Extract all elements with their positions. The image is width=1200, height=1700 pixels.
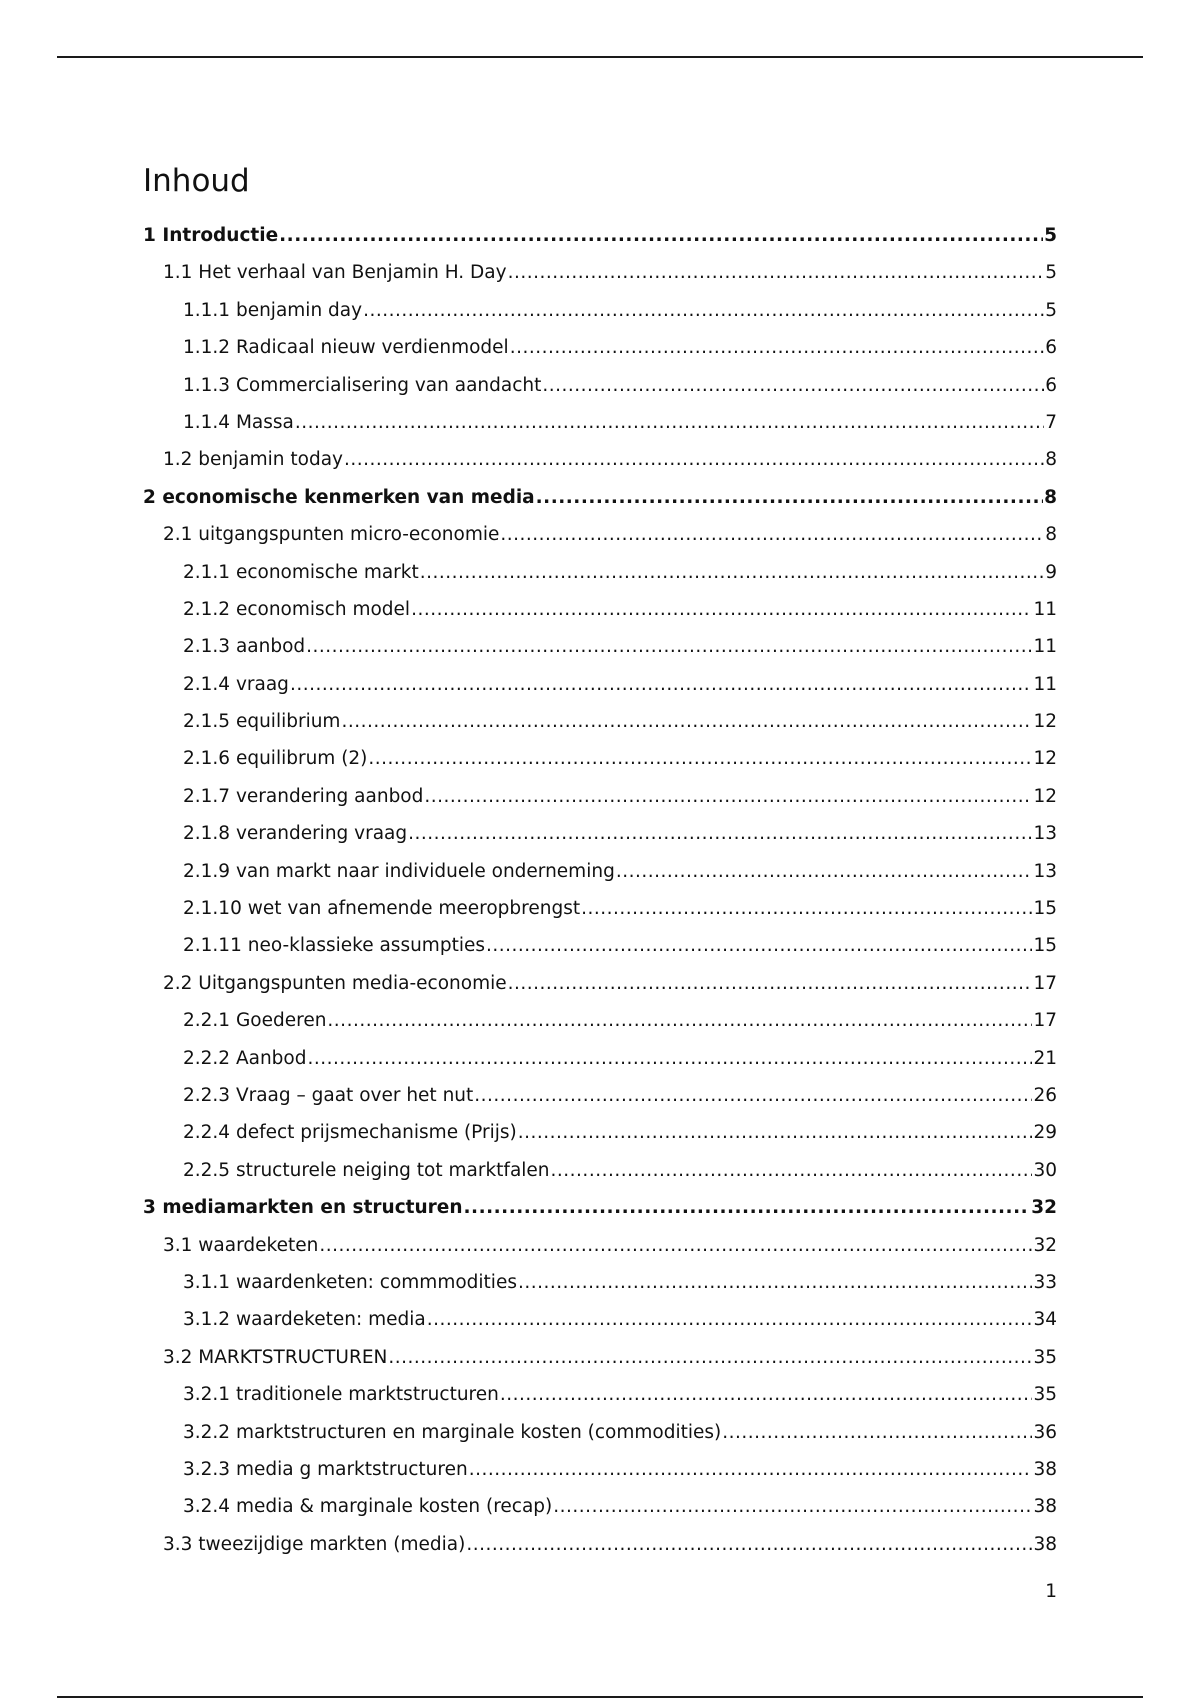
toc-entry-label: 3.2 MARKTSTRUCTUREN — [163, 1346, 388, 1368]
page-number: 1 — [1045, 1581, 1057, 1602]
toc-entry[interactable] — [143, 965, 1057, 1002]
toc-dot-leader — [469, 1451, 1033, 1488]
toc-entry-page: 5 — [1044, 225, 1057, 246]
toc-entry-page: 35 — [1033, 1384, 1057, 1406]
toc-entry[interactable] — [143, 740, 1057, 777]
toc-entry-page: 5 — [1045, 299, 1057, 321]
toc-entry-page: 32 — [1033, 1234, 1057, 1256]
toc-entry[interactable] — [143, 1002, 1057, 1039]
toc-entry-label: 2.1.1 economische markt — [183, 561, 419, 583]
toc-entry[interactable] — [143, 890, 1057, 927]
toc-entry-page: 34 — [1033, 1309, 1057, 1331]
toc-entry-page: 6 — [1045, 337, 1057, 359]
toc-entry-page: 8 — [1044, 486, 1057, 508]
toc-entry-page: 17 — [1033, 1010, 1057, 1032]
toc-entry-page: 13 — [1033, 860, 1057, 882]
toc-entry[interactable] — [143, 404, 1057, 441]
toc-entry[interactable] — [143, 1264, 1057, 1301]
toc-entry[interactable] — [143, 1040, 1057, 1077]
toc-entry[interactable] — [143, 217, 1057, 254]
toc-entry-page: 9 — [1045, 561, 1057, 583]
toc-dot-leader — [518, 1114, 1033, 1151]
toc-entry-label: 2.1.8 verandering vraag — [183, 823, 408, 845]
toc-entry[interactable] — [143, 778, 1057, 815]
toc-entry-page: 5 — [1045, 262, 1057, 284]
toc-dot-leader — [542, 367, 1044, 404]
toc-dot-leader — [327, 1002, 1032, 1039]
toc-entry-label: 2.1 uitgangspunten micro-economie — [163, 524, 500, 546]
toc-dot-leader — [344, 441, 1044, 478]
toc-dot-leader — [474, 1077, 1032, 1114]
toc-entry-label: 3.1 waardeketen — [163, 1234, 319, 1256]
toc-dot-leader — [466, 1526, 1032, 1563]
toc-entry-label: 2.1.7 verandering aanbod — [183, 785, 424, 807]
toc-entry[interactable] — [143, 254, 1057, 291]
toc-dot-leader — [424, 778, 1032, 815]
toc-entry-page: 6 — [1045, 374, 1057, 396]
toc-entry[interactable] — [143, 1376, 1057, 1413]
toc-entry-label: 3.1.1 waardenketen: commmodities — [183, 1271, 517, 1293]
toc-entry-label: 2.1.3 aanbod — [183, 636, 306, 658]
toc-entry[interactable] — [143, 1077, 1057, 1114]
toc-entry[interactable] — [143, 927, 1057, 964]
toc-entry-label: 2.1.6 equilibrum (2) — [183, 748, 368, 770]
toc-entry[interactable] — [143, 441, 1057, 478]
toc-dot-leader — [551, 1152, 1033, 1189]
toc-dot-leader — [306, 628, 1032, 665]
toc-entry-label: 2.2.5 structurele neiging tot marktfalen — [183, 1159, 550, 1181]
toc-entry-label: 3.2.4 media & marginale kosten (recap) — [183, 1496, 553, 1518]
toc-entry-label: 1.1.1 benjamin day — [183, 299, 363, 321]
toc-entry[interactable] — [143, 1114, 1057, 1151]
toc-entry-label: 1 Introductie — [143, 225, 279, 246]
toc-dot-leader — [420, 554, 1044, 591]
toc-entry-page: 11 — [1033, 673, 1057, 695]
toc-dot-leader — [518, 1264, 1032, 1301]
table-of-contents — [143, 217, 1057, 1563]
toc-entry-page: 29 — [1033, 1122, 1057, 1144]
toc-entry-label: 2.2.3 Vraag – gaat over het nut — [183, 1084, 474, 1106]
toc-entry[interactable] — [143, 1414, 1057, 1451]
toc-heading: Inhoud — [143, 163, 250, 199]
toc-dot-leader — [553, 1488, 1032, 1525]
toc-dot-leader — [510, 329, 1045, 366]
toc-entry-label: 3.2.1 traditionele marktstructuren — [183, 1384, 499, 1406]
toc-entry-page: 13 — [1033, 823, 1057, 845]
toc-dot-leader — [363, 292, 1044, 329]
toc-entry-label: 3.2.3 media g marktstructuren — [183, 1458, 468, 1480]
toc-entry-page: 21 — [1033, 1047, 1057, 1069]
toc-entry-label: 2.2.1 Goederen — [183, 1010, 327, 1032]
toc-entry[interactable] — [143, 853, 1057, 890]
toc-entry-page: 11 — [1033, 636, 1057, 658]
toc-dot-leader — [581, 890, 1032, 927]
toc-dot-leader — [508, 254, 1045, 291]
toc-entry[interactable] — [143, 1227, 1057, 1264]
toc-entry[interactable] — [143, 292, 1057, 329]
toc-entry[interactable] — [143, 1526, 1057, 1563]
toc-dot-leader — [411, 591, 1032, 628]
toc-dot-leader — [279, 217, 1043, 254]
toc-entry-label: 2.1.5 equilibrium — [183, 711, 341, 733]
toc-entry[interactable] — [143, 329, 1057, 366]
toc-entry-page: 26 — [1033, 1084, 1057, 1106]
toc-entry[interactable] — [143, 815, 1057, 852]
toc-dot-leader — [536, 479, 1043, 516]
toc-dot-leader — [341, 703, 1032, 740]
toc-entry-page: 30 — [1033, 1159, 1057, 1181]
toc-entry-page: 12 — [1033, 748, 1057, 770]
footer-rule — [57, 1696, 1143, 1698]
toc-dot-leader — [500, 1376, 1033, 1413]
toc-entry[interactable] — [143, 1152, 1057, 1189]
toc-entry-page: 33 — [1033, 1271, 1057, 1293]
toc-entry-label: 3 mediamarkten en structuren — [143, 1197, 463, 1219]
toc-dot-leader — [368, 740, 1032, 777]
toc-entry-page: 38 — [1033, 1533, 1057, 1555]
toc-entry-label: 2.1.11 neo-klassieke assumpties — [183, 935, 485, 957]
toc-entry-label: 2.1.9 van markt naar individuele onderneming — [183, 860, 615, 882]
toc-entry[interactable] — [143, 554, 1057, 591]
toc-entry-page: 11 — [1033, 598, 1057, 620]
toc-dot-leader — [616, 853, 1033, 890]
toc-entry-page: 38 — [1033, 1496, 1057, 1518]
toc-entry[interactable] — [143, 666, 1057, 703]
toc-dot-leader — [319, 1227, 1032, 1264]
toc-entry-label: 2 economische kenmerken van media — [143, 486, 535, 508]
toc-entry-label: 3.2.2 marktstructuren en marginale kosten (commodities) — [183, 1421, 722, 1443]
toc-entry[interactable] — [143, 1451, 1057, 1488]
header-rule — [57, 56, 1143, 58]
toc-entry-label: 2.1.10 wet van afnemende meeropbrengst — [183, 898, 581, 920]
toc-entry-page: 36 — [1033, 1421, 1057, 1443]
toc-entry[interactable] — [143, 628, 1057, 665]
toc-entry-label: 1.2 benjamin today — [163, 449, 343, 471]
toc-entry[interactable] — [143, 479, 1057, 516]
toc-entry-label: 3.3 tweezijdige markten (media) — [163, 1533, 466, 1555]
toc-entry-page: 12 — [1033, 785, 1057, 807]
toc-entry-label: 2.2.4 defect prijsmechanisme (Prijs) — [183, 1122, 517, 1144]
toc-entry-label: 2.2 Uitgangspunten media-economie — [163, 972, 507, 994]
toc-entry[interactable] — [143, 1339, 1057, 1376]
toc-entry-page: 8 — [1045, 449, 1057, 471]
toc-entry-page: 32 — [1031, 1197, 1057, 1219]
toc-entry-page: 17 — [1033, 972, 1057, 994]
toc-entry-label: 2.2.2 Aanbod — [183, 1047, 307, 1069]
toc-dot-leader — [500, 516, 1044, 553]
toc-entry-page: 15 — [1033, 898, 1057, 920]
toc-dot-leader — [307, 1040, 1032, 1077]
toc-dot-leader — [722, 1414, 1032, 1451]
toc-entry-label: 2.1.4 vraag — [183, 673, 289, 695]
toc-entry-page: 15 — [1033, 935, 1057, 957]
toc-entry[interactable] — [143, 1488, 1057, 1525]
toc-dot-leader — [290, 666, 1033, 703]
toc-entry[interactable] — [143, 1189, 1057, 1226]
toc-dot-leader — [427, 1301, 1033, 1338]
toc-entry[interactable] — [143, 1301, 1057, 1338]
toc-entry-page: 8 — [1045, 524, 1057, 546]
toc-entry[interactable] — [143, 591, 1057, 628]
toc-entry-label: 1.1.3 Commercialisering van aandacht — [183, 374, 542, 396]
toc-dot-leader — [408, 815, 1032, 852]
toc-entry-label: 2.1.2 economisch model — [183, 598, 411, 620]
toc-dot-leader — [464, 1189, 1031, 1226]
toc-entry-label: 1.1 Het verhaal van Benjamin H. Day — [163, 262, 507, 284]
toc-entry-label: 1.1.4 Massa — [183, 411, 294, 433]
toc-dot-leader — [295, 404, 1044, 441]
toc-entry[interactable] — [143, 516, 1057, 553]
toc-entry[interactable] — [143, 703, 1057, 740]
toc-dot-leader — [508, 965, 1033, 1002]
toc-entry-page: 12 — [1033, 711, 1057, 733]
toc-dot-leader — [486, 927, 1032, 964]
toc-entry-label: 1.1.2 Radicaal nieuw verdienmodel — [183, 337, 509, 359]
toc-entry[interactable] — [143, 367, 1057, 404]
toc-dot-leader — [388, 1339, 1032, 1376]
toc-entry-page: 38 — [1033, 1458, 1057, 1480]
toc-entry-page: 7 — [1045, 411, 1057, 433]
toc-entry-page: 35 — [1033, 1346, 1057, 1368]
toc-entry-label: 3.1.2 waardeketen: media — [183, 1309, 426, 1331]
